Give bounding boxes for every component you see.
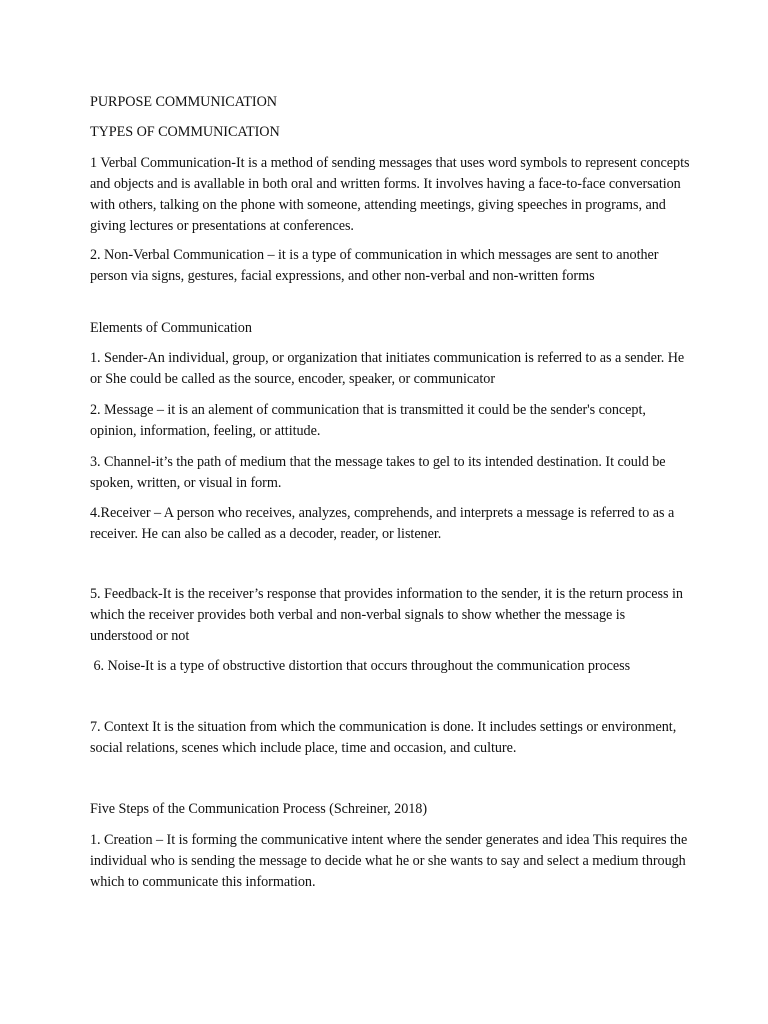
heading-types-of-communication: TYPES OF COMMUNICATION	[90, 124, 280, 140]
paragraph-element-channel: 3. Channel-it’s the path of medium that the message takes to gel to its intended destination. It could be spoken, written, or visual in form.	[90, 454, 666, 491]
paragraph-element-sender: 1. Sender-An individual, group, or organization that initiates communication is referred to as a sender. He or She could be called as the source, encoder, speaker, or communicator	[90, 350, 685, 387]
paragraph-verbal-communication: 1 Verbal Communication-It is a method of sending messages that uses word symbols to represent concepts and objects and is avallable in both oral and written forms. It involves having a face-to-face conversation with others, talking on the phone with someone, attending meetings, giving speeches in programs, and giving lectures or presentations at conferences.	[90, 155, 690, 234]
paragraph-element-feedback: 5. Feedback-It is the receiver’s response that provides information to the sender, it is the return process in which the receiver provides both verbal and non-verbal signals to show whether the message is understood or not	[90, 586, 683, 644]
paragraph-element-noise: 6. Noise-It is a type of obstructive distortion that occurs throughout the communication process	[90, 658, 631, 674]
paragraph-element-context: 7. Context It is the situation from which the communication is done. It includes settings or environment, social relations, scenes which include place, time and occasion, and culture.	[90, 719, 677, 756]
heading-five-steps: Five Steps of the Communication Process (Schreiner, 2018)	[90, 801, 428, 817]
paragraph-element-receiver: 4.Receiver – A person who receives, analyzes, comprehends, and interprets a message is referred to as a receiver. He can also be called as a decoder, reader, or listener.	[90, 505, 675, 542]
paragraph-step-creation: 1. Creation – It is forming the communicative intent where the sender generates and idea This requires the individual who is sending the message to decide what he or she wants to say and select a medium through which to communicate this information.	[90, 832, 688, 890]
heading-elements-of-communication: Elements of Communication	[90, 320, 252, 336]
heading-purpose-communication: PURPOSE COMMUNICATION	[90, 94, 277, 110]
paragraph-element-message: 2. Message – it is an alement of communication that is transmitted it could be the sender's concept, opinion, information, feeling, or attitude.	[90, 402, 646, 439]
paragraph-non-verbal-communication: 2. Non-Verbal Communication – it is a type of communication in which messages are sent to another person via signs, gestures, facial expressions, and other non-verbal and non-written forms	[90, 247, 659, 284]
